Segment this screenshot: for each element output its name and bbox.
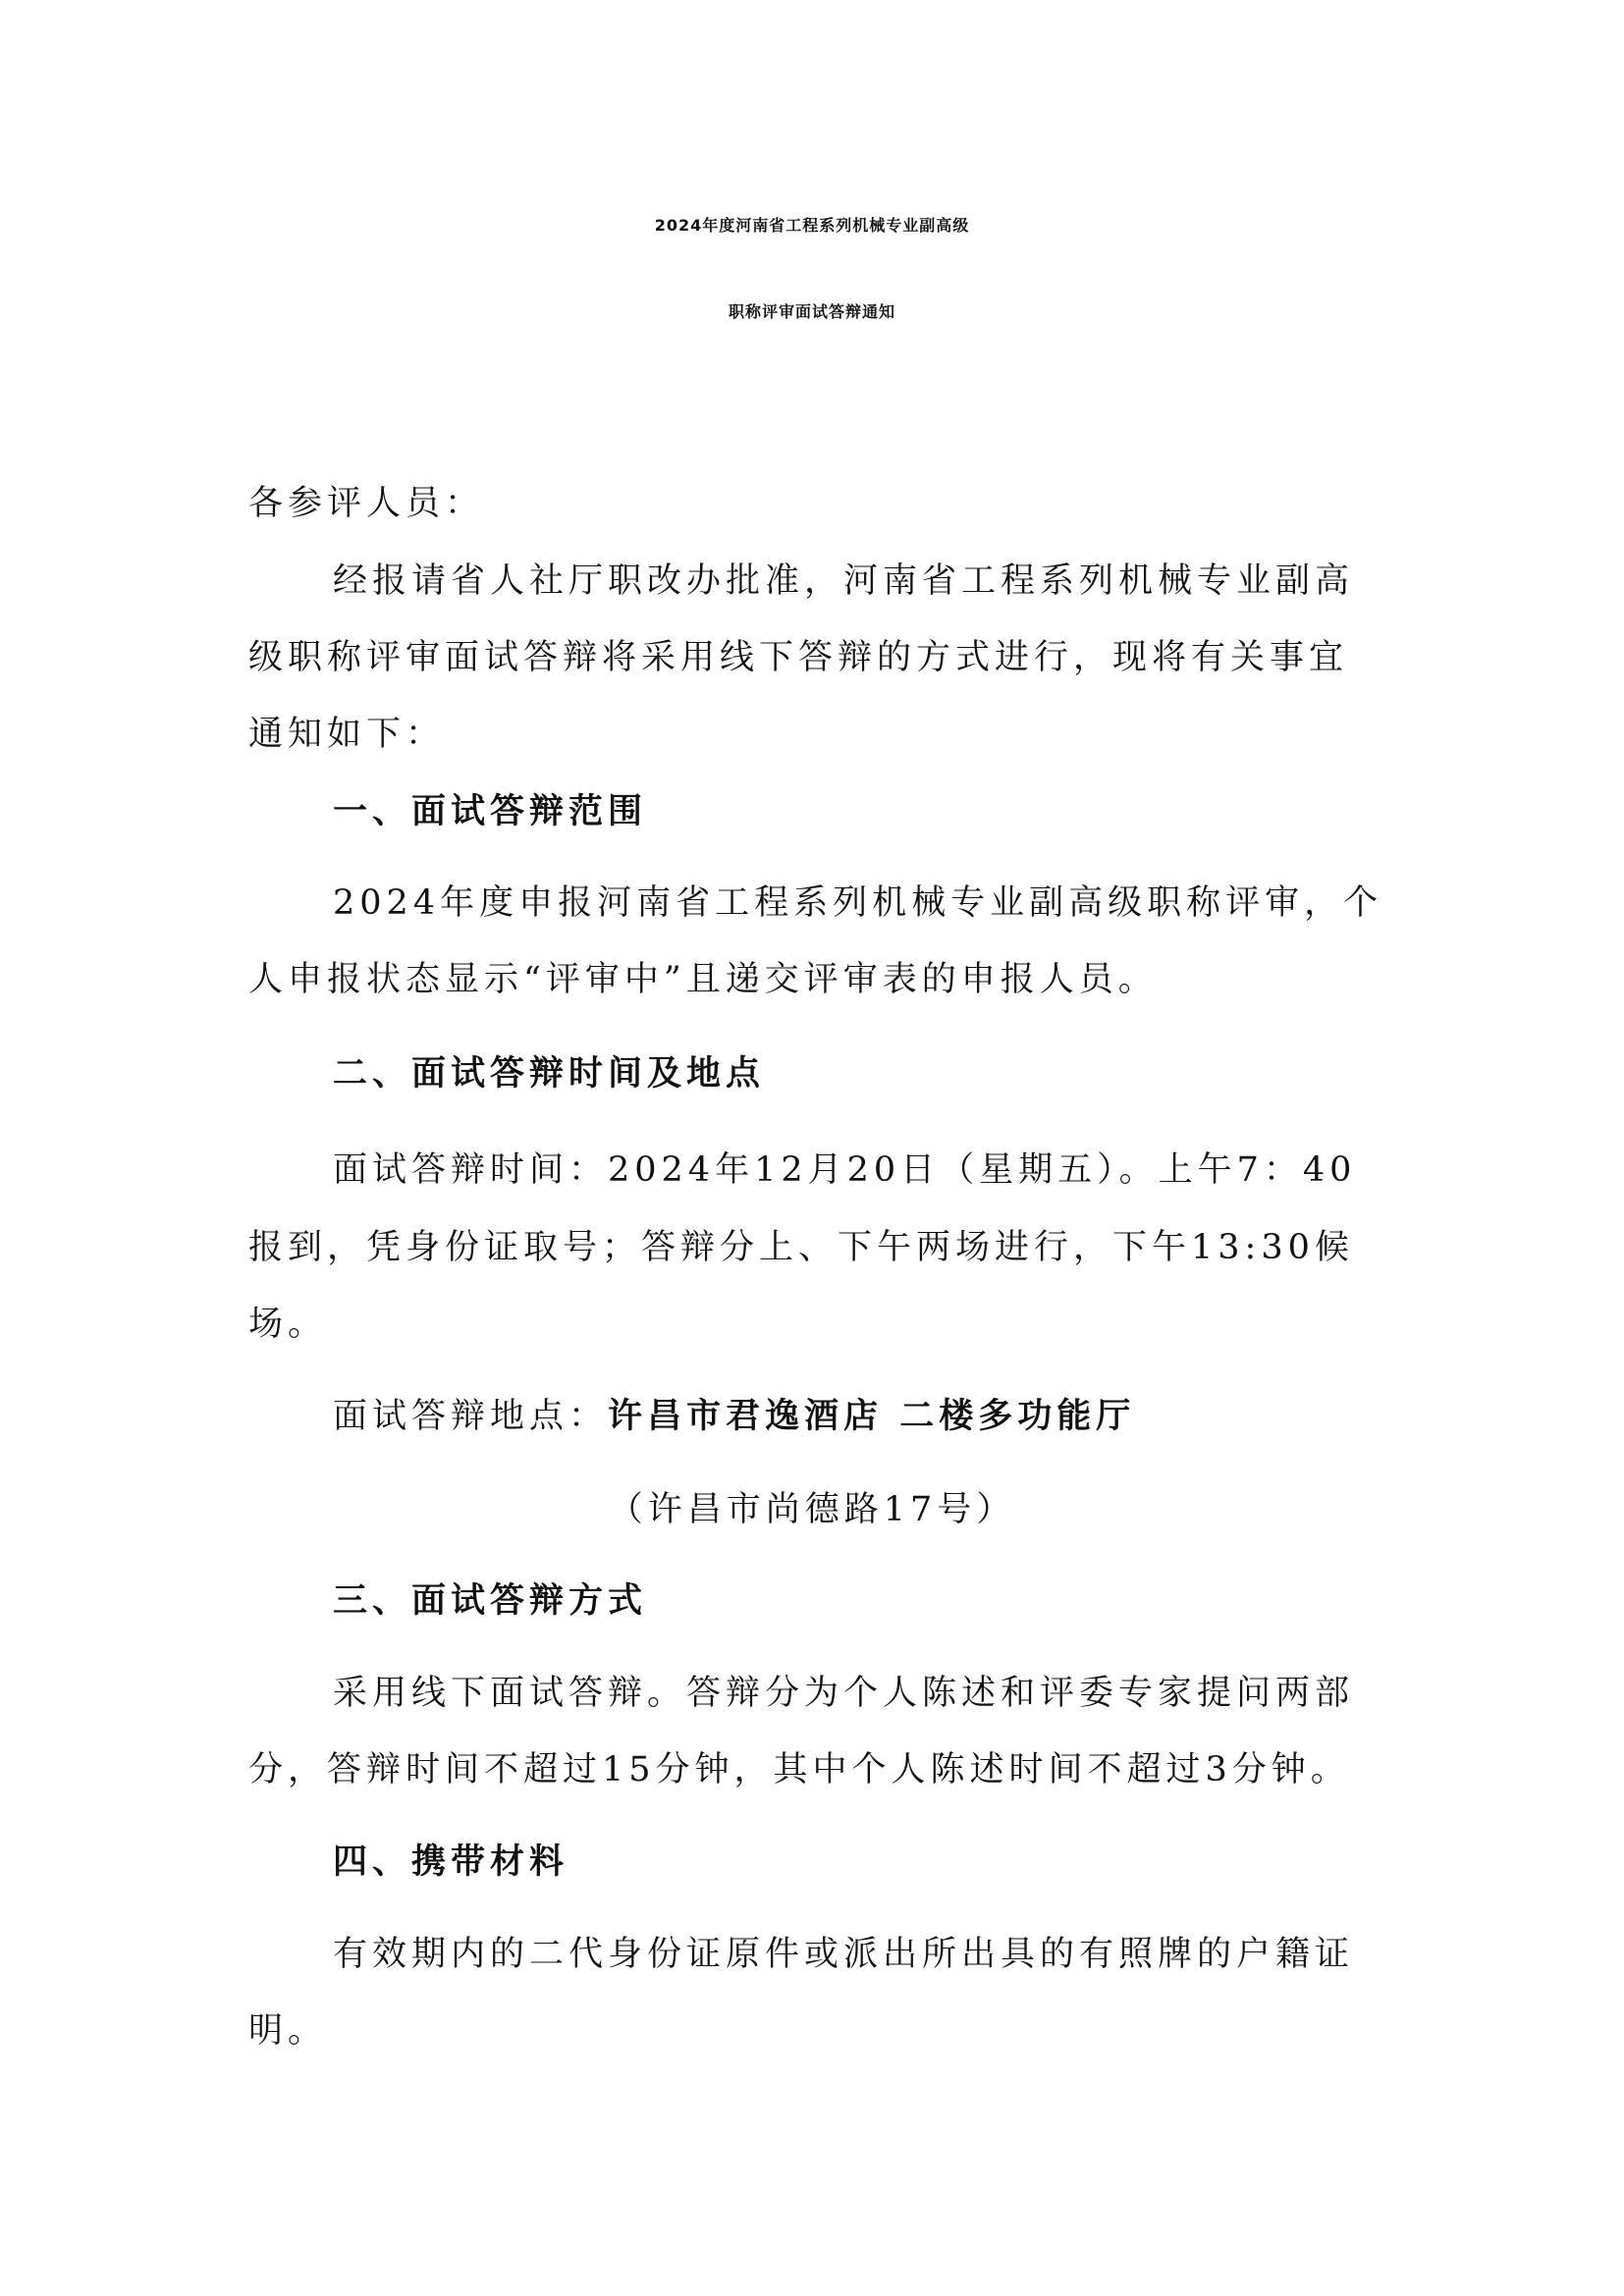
place-label: 面试答辩地点： <box>333 1397 609 1436</box>
place-value: 许昌市君逸酒店 二楼多功能厅 <box>608 1397 1136 1436</box>
section-2-address: （许昌市尚德路17号） <box>608 1490 1016 1529</box>
document-title-line-2: 职称评审面试答辩通知 <box>728 302 895 321</box>
document-title-line-1: 2024年度河南省工程系列机械专业副高级 <box>654 216 970 235</box>
section-3-heading: 三、面试答辩方式 <box>333 1581 648 1621</box>
section-1-line-2: 人申报状态显示“评审中”且递交评审表的申报人员。 <box>248 960 1158 999</box>
salutation: 各参评人员： <box>248 484 485 523</box>
section-2-heading: 二、面试答辩时间及地点 <box>333 1054 766 1094</box>
section-4-line-2: 明。 <box>248 2011 328 2051</box>
section-3-line-1: 采用线下面试答辩。答辩分为个人陈述和评委专家提问两部 <box>333 1674 1355 1713</box>
section-1-heading: 一、面试答辩范围 <box>333 792 648 831</box>
section-2-time-line-2: 报到，凭身份证取号；答辩分上、下午两场进行，下午13:30候 <box>248 1228 1354 1267</box>
section-4-heading: 四、携带材料 <box>333 1842 569 1882</box>
section-2-time-line-3: 场。 <box>248 1305 328 1344</box>
intro-line-3: 通知如下： <box>248 715 446 754</box>
section-3-line-2: 分，答辩时间不超过15分钟，其中个人陈述时间不超过3分钟。 <box>248 1750 1350 1789</box>
section-2-time-line-1: 面试答辩时间：2024年12月20日（星期五）。上午7：40 <box>333 1150 1357 1190</box>
section-1-line-1: 2024年度申报河南省工程系列机械专业副高级职称评审，个 <box>333 883 1383 923</box>
section-2-place <box>333 1397 1136 1436</box>
section-4-line-1: 有效期内的二代身份证原件或派出所出具的有照牌的户籍证 <box>333 1935 1355 1974</box>
intro-line-1: 经报请省人社厅职改办批准，河南省工程系列机械专业副高 <box>333 561 1355 601</box>
intro-line-2: 级职称评审面试答辩将采用线下答辩的方式进行，现将有关事宜 <box>248 638 1349 677</box>
